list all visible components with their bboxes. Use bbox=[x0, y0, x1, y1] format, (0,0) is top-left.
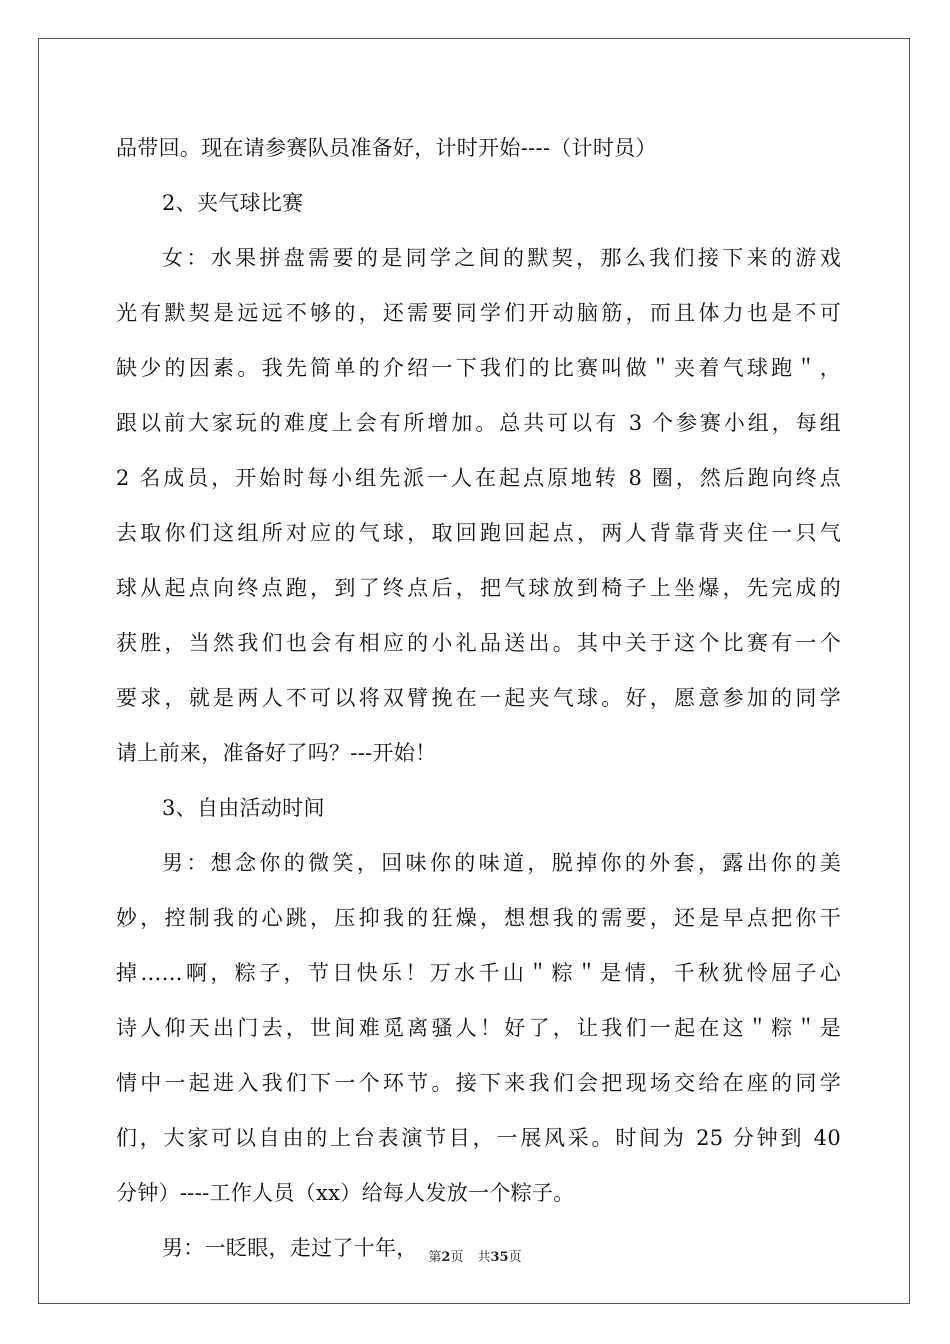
paragraph-line: 妙，控制我的心跳，压抑我的狂燥，想想我的需要，还是早点把你干 bbox=[116, 906, 841, 930]
paragraph-line: 诗人仰天出门去，世间难觅离骚人！好了，让我们一起在这＂粽＂是 bbox=[116, 1016, 841, 1040]
document-body bbox=[116, 121, 841, 1276]
footer-total-pages: 35 bbox=[490, 1250, 509, 1265]
paragraph-line: 获胜，当然我们也会有相应的小礼品送出。其中关于这个比赛有一个 bbox=[116, 631, 841, 655]
paragraph-line: 光有默契是远远不够的，还需要同学们开动脑筋，而且体力也是不可 bbox=[116, 301, 841, 325]
paragraph-line: 们，大家可以自由的上台表演节目，一展风采。时间为 25 分钟到 40 bbox=[116, 1126, 841, 1150]
paragraph-line: 请上前来，准备好了吗？---开始！ bbox=[116, 741, 437, 765]
paragraph-line: 分钟）----工作人员（xx）给每人发放一个粽子。 bbox=[116, 1181, 575, 1205]
paragraph-line: 球从起点向终点跑，到了终点后，把气球放到椅子上坐爆，先完成的 bbox=[116, 576, 841, 600]
paragraph-line: 掉……啊，粽子，节日快乐！万水千山＂粽＂是情，千秋犹怜屈子心 bbox=[116, 961, 841, 985]
section-heading: 2、夹气球比赛 bbox=[162, 191, 304, 215]
footer-page-unit: 页 bbox=[450, 1250, 464, 1265]
paragraph-line: 男：想念你的微笑，回味你的味道，脱掉你的外套，露出你的美 bbox=[162, 851, 841, 875]
paragraph-line: 要求，就是两人不可以将双臂挽在一起夹气球。好，愿意参加的同学 bbox=[116, 686, 841, 710]
footer-page-prefix: 第 bbox=[428, 1250, 442, 1265]
paragraph-line: 2 名成员，开始时每小组先派一人在起点原地转 8 圈，然后跑向终点 bbox=[116, 466, 841, 490]
paragraph-line: 缺少的因素。我先简单的介绍一下我们的比赛叫做＂夹着气球跑＂， bbox=[116, 356, 841, 380]
footer-total-unit: 页 bbox=[508, 1250, 522, 1265]
footer-current-page: 2 bbox=[441, 1250, 451, 1265]
paragraph-line: 女：水果拼盘需要的是同学之间的默契，那么我们接下来的游戏 bbox=[162, 246, 841, 270]
paragraph-line: 跟以前大家玩的难度上会有所增加。总共可以有 3 个参赛小组，每组 bbox=[116, 411, 841, 435]
paragraph-line: 去取你们这组所对应的气球，取回跑回起点，两人背靠背夹住一只气 bbox=[116, 521, 841, 545]
footer-total-prefix: 共 bbox=[477, 1250, 491, 1265]
paragraph-line: 男：一眨眼，走过了十年， bbox=[162, 1236, 418, 1260]
paragraph-line: 品带回。现在请参赛队员准备好，计时开始----（计时员） bbox=[116, 136, 657, 160]
paragraph-line: 情中一起进入我们下一个环节。接下来我们会把现场交给在座的同学 bbox=[116, 1071, 841, 1095]
section-heading: 3、自由活动时间 bbox=[162, 796, 325, 820]
page-footer bbox=[0, 1246, 950, 1265]
